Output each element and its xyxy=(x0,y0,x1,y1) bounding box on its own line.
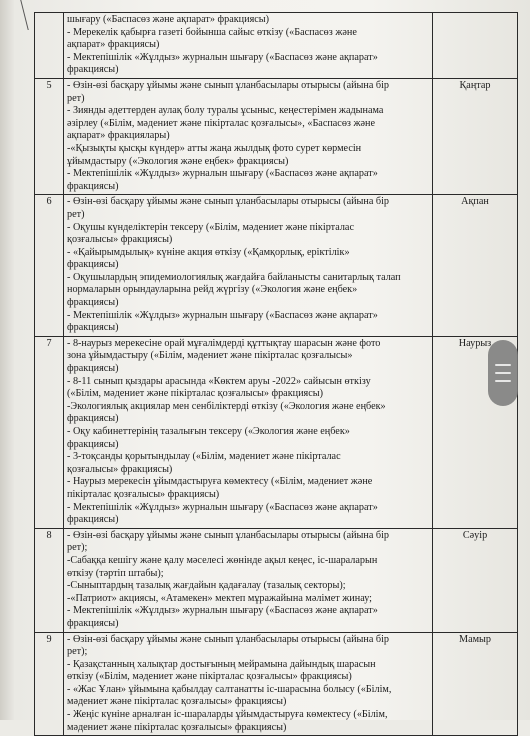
activity-line: - Жеңіс күніне арналған іс-шараларды ұйымдастыруға көмектесу («Білім, xyxy=(67,709,388,721)
table-row xyxy=(35,78,518,194)
activity-line: - Оқушы күнделіктерін тексеру («Білім, мәдениет және пікірталас xyxy=(67,221,354,233)
table-row xyxy=(35,195,518,337)
activity-line: -«Қызықты қысқы күндер» атты жаңа жылдық фото сурет көрмесін xyxy=(67,142,362,154)
activity-line: рет); xyxy=(67,646,88,658)
activity-line: - 8-наурыз мерекесіне орай мұғалімдерді құттықтау шарасын және фото xyxy=(67,337,381,349)
activity-line: -Экологиялық акциялар мен сенбіліктерді өткізу («Экология және еңбек» xyxy=(67,400,386,412)
activity-line: - Өзін-өзі басқару ұйымы және сынып ұланбасылары отырысы (айына бір xyxy=(67,196,390,208)
activity-line: - Наурыз мерекесін ұйымдастыруға көмектесу («Білім, мәдениет және xyxy=(67,476,373,488)
handle-line xyxy=(495,372,511,374)
activity-line: - «Жас Ұлан» ұйымына қабылдау салтанатты іс-шарасына болысу («Білім, xyxy=(67,683,392,695)
activity-line: ұйымдастыру («Экология және еңбек» фракциясы) xyxy=(67,155,289,167)
activity-line: фракциясы) xyxy=(67,322,119,334)
activity-line: - Өзін-өзі басқару ұйымы және сынып ұланбасылары отырысы (айына бір xyxy=(67,633,390,645)
row-month: Ақпан xyxy=(433,195,518,337)
row-month: Мамыр xyxy=(433,632,518,736)
row-number: 6 xyxy=(35,195,64,337)
activity-line: ақпарат» фракциясы) xyxy=(67,39,160,51)
activity-line: пікірталас қозғалысы» фракциясы) xyxy=(67,488,220,500)
activity-line: - Қазақстанның халықтар достығының мейрамына дайындық шарасын xyxy=(67,658,376,670)
row-activities xyxy=(64,336,433,528)
handle-line xyxy=(495,364,511,366)
drag-handle-icon[interactable] xyxy=(488,340,518,406)
row-activities xyxy=(64,195,433,337)
activity-line: - Мектепішілік «Жұлдыз» журналын шығару («Баспасөз және ақпарат» xyxy=(67,605,378,617)
activity-line: - Зиянды әдеттерден аулақ болу туралы ұсыныс, кеңестерімен жадынама xyxy=(67,105,384,117)
handle-line xyxy=(495,380,511,382)
event-plan-body xyxy=(35,13,518,736)
row-month: Наурыз xyxy=(433,336,518,528)
activity-line: қозғалысы» фракциясы) xyxy=(67,234,173,246)
activity-line: - Мектепішілік «Жұлдыз» журналын шығару («Баспасөз және ақпарат» xyxy=(67,51,378,63)
table-row xyxy=(35,632,518,736)
activity-line: - Мектепішілік «Жұлдыз» журналын шығару («Баспасөз және ақпарат» xyxy=(67,168,378,180)
row-month xyxy=(433,13,518,79)
activity-line: зона ұйымдастыру («Білім, мәдениет және пікірталас қозғалысы» xyxy=(67,350,353,362)
activity-line: фракциясы) xyxy=(67,413,119,425)
activity-line: шығару («Баспасөз және ақпарат» фракциясы) xyxy=(67,14,270,25)
activity-line: - «Қайырымдылық» күніне акция өткізу («Қамқорлық, еріктілік» xyxy=(67,246,350,258)
activity-line: фракциясы) xyxy=(67,64,119,76)
row-number: 5 xyxy=(35,78,64,194)
row-month: Қаңтар xyxy=(433,78,518,194)
row-number: 7 xyxy=(35,336,64,528)
event-plan-table xyxy=(34,12,518,736)
table-row xyxy=(35,528,518,632)
activity-line: - Мектепішілік «Жұлдыз» журналын шығару («Баспасөз және ақпарат» xyxy=(67,309,378,321)
activity-line: - Мерекелік қабырға газеті бойынша сайыс өткізу («Баспасөз және xyxy=(67,26,357,38)
activity-line: ақпарат» фракциялары) xyxy=(67,130,170,142)
row-activities xyxy=(64,632,433,736)
row-activities xyxy=(64,528,433,632)
activity-line: - 3-тоқсанды қорытындылау («Білім, мәдениет және пікірталас xyxy=(67,451,341,463)
table-row xyxy=(35,336,518,528)
activity-line: фракциясы) xyxy=(67,297,119,309)
row-activities xyxy=(64,78,433,194)
activity-line: нормаларын орындауларына рейд жүргізу («Экология және еңбек» xyxy=(67,284,358,296)
activity-line: - Мектепішілік «Жұлдыз» журналын шығару («Баспасөз және ақпарат» xyxy=(67,501,378,513)
activity-line: -Сыныптардың тазалық жағдайын қадағалау (тазалық секторы); xyxy=(67,580,346,592)
activity-line: - Өзін-өзі басқару ұйымы және сынып ұланбасылары отырысы (айына бір xyxy=(67,529,390,541)
activity-line: - Оқушылардың эпидемиологиялық жағдайға байланысты санитарлық талап xyxy=(67,271,401,283)
activity-line: өткізу (тәртіп штабы); xyxy=(67,567,164,579)
page-edge-shadow xyxy=(0,0,14,720)
activity-line: әзірлеу («Білім, мәдениет және пікірталас қозғалысы», «Баспасөз және xyxy=(67,117,376,129)
activity-line: -Сабаққа кешігу және қалу мәселесі жөнінде ақыл кеңес, іс-шараларын xyxy=(67,554,378,566)
activity-line: мәдениет және пікірталас қозғалысы» фракциясы) xyxy=(67,696,287,708)
activity-line: рет); xyxy=(67,542,88,554)
row-number: 8 xyxy=(35,528,64,632)
activity-line: рет) xyxy=(67,208,85,220)
activity-line: («Білім, мәдениет және пікірталас қозғалысы» фракциясы) xyxy=(67,388,323,400)
activity-line: өткізу («Білім, мәдениет және пікірталас қозғалысы» фракциясы) xyxy=(67,671,352,683)
activity-line: қозғалысы» фракциясы) xyxy=(67,463,173,475)
row-month: Сәуір xyxy=(433,528,518,632)
activity-line: фракциясы) xyxy=(67,363,119,375)
activity-line: фракциясы) xyxy=(67,514,119,526)
activity-line: фракциясы) xyxy=(67,617,119,629)
row-number: 9 xyxy=(35,632,64,736)
table-row xyxy=(35,13,518,79)
activity-line: рет) xyxy=(67,92,85,104)
activity-line: - Өзін-өзі басқару ұйымы және сынып ұланбасылары отырысы (айына бір xyxy=(67,79,390,91)
activity-line: мәдениет және пікірталас қозғалысы» фракциясы) xyxy=(67,721,287,733)
activity-line: фракциясы) xyxy=(67,438,119,450)
row-number xyxy=(35,13,64,79)
row-activities xyxy=(64,13,433,79)
activity-line: - 8-11 сынып қыздары арасында «Көктем аруы -2022» сайысын өткізу xyxy=(67,375,371,387)
activity-line: фракциясы) xyxy=(67,259,119,271)
activity-line: - Оқу кабинеттерінің тазалығын тексеру («Экология және еңбек» xyxy=(67,426,350,437)
activity-line: -«Патриот» акциясы, «Атамекен» мектеп мұражайына мәлімет жинау; xyxy=(67,592,372,604)
activity-line: фракциясы) xyxy=(67,180,119,192)
